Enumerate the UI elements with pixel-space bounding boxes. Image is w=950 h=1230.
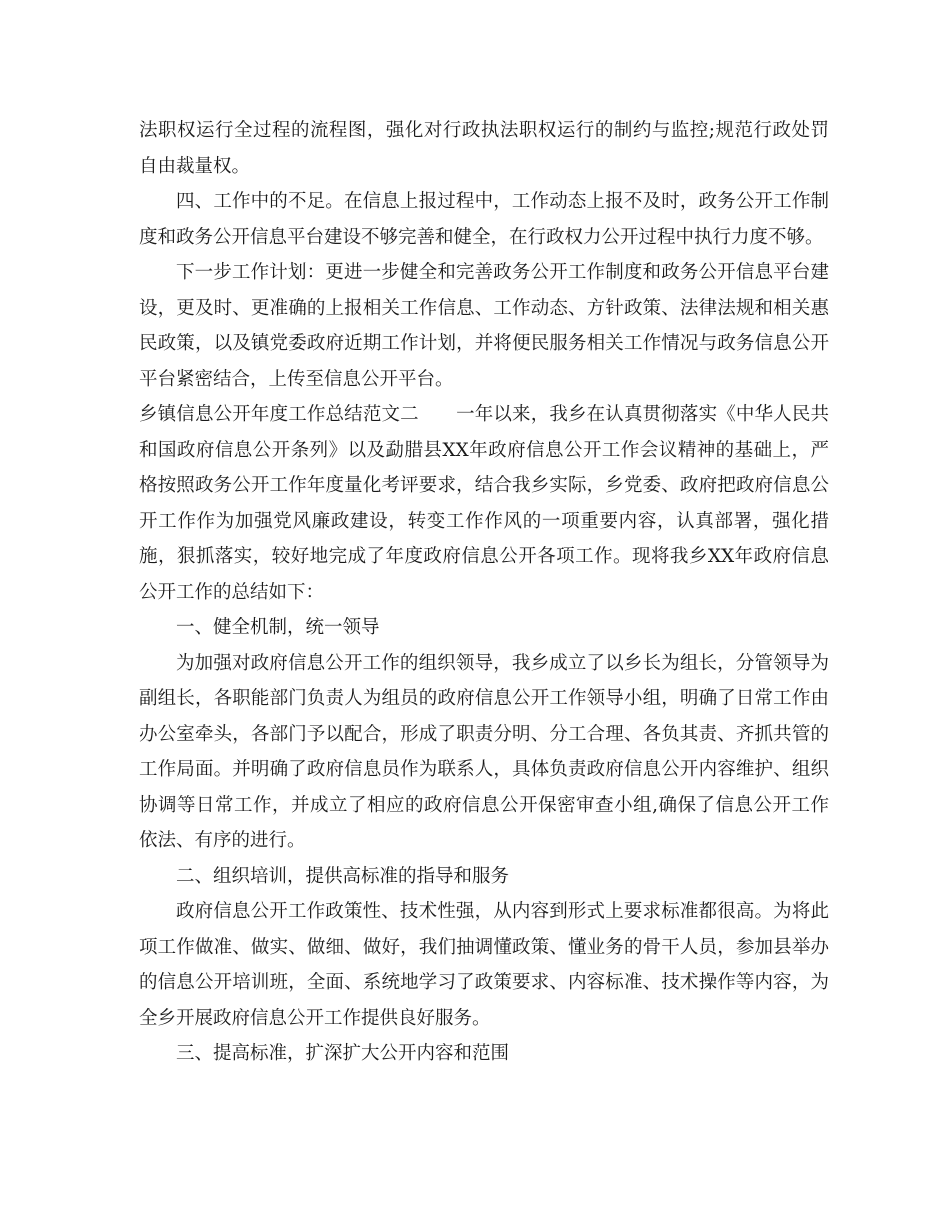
section-heading-training: 二、组织培训，提供高标准的指导和服务 — [176, 865, 510, 887]
section-heading-mechanism: 一、健全机制，统一领导 — [176, 617, 380, 638]
document-body — [139, 113, 829, 1072]
paragraph-sample-two-intro: 乡镇信息公开年度工作总结范文二 一年以来，我乡在认真贯彻落实《中华人民共和国政府信息公开条列》以及勐腊县XX年政府信息公开工作会议精神的基础上，严格按照政务公开工作年度量化考评要求，结合我乡实际，乡党委、政府把政府信息公开工作作为加强党风廉政建设，转变工作作风的一项重要内容，认真部署，强化措施，狠抓落实，较好地完成了年度政府信息公开各项工作。现将我乡XX年政府信息公开工作的总结如下： — [139, 404, 829, 603]
paragraph-training: 政府信息公开工作政策性、技术性强，从内容到形式上要求标准都很高。为将此项工作做准、做实、做细、做好，我们抽调懂政策、懂业务的骨干人员，参加县举办的信息公开培训班，全面、系统地学习了政策要求、内容标准、技术操作等内容，为全乡开展政府信息公开工作提供良好服务。 — [139, 901, 829, 1029]
paragraph-shortcomings: 四、工作中的不足。在信息上报过程中，工作动态上报不及时，政务公开工作制度和政务公开信息平台建设不够完善和健全，在行政权力公开过程中执行力度不够。 — [139, 191, 829, 248]
paragraph-continuation: 法职权运行全过程的流程图，强化对行政执法职权运行的制约与监控;规范行政处罚自由裁量权。 — [139, 120, 829, 177]
paragraph-next-plan: 下一步工作计划：更进一步健全和完善政务公开工作制度和政务公开信息平台建设，更及时、更准确的上报相关工作信息、工作动态、方针政策、法律法规和相关惠民政策，以及镇党委政府近期工作计划，并将便民服务相关工作情况与政务信息公开平台紧密结合，上传至信息公开平台。 — [139, 262, 829, 390]
section-heading-standards: 三、提高标准，扩深扩大公开内容和范围 — [176, 1043, 510, 1064]
paragraph-leadership: 为加强对政府信息公开工作的组织领导，我乡成立了以乡长为组长，分管领导为副组长，各职能部门负责人为组员的政府信息公开工作领导小组，明确了日常工作由办公室牵头，各部门予以配合，形成了职责分明、分工合理、各负其责、齐抓共管的工作局面。并明确了政府信息员作为联系人，具体负责政府信息公开内容维护、组织协调等日常工作，并成立了相应的政府信息公开保密审查小组,确保了信息公开工作依法、有序的进行。 — [139, 652, 829, 851]
